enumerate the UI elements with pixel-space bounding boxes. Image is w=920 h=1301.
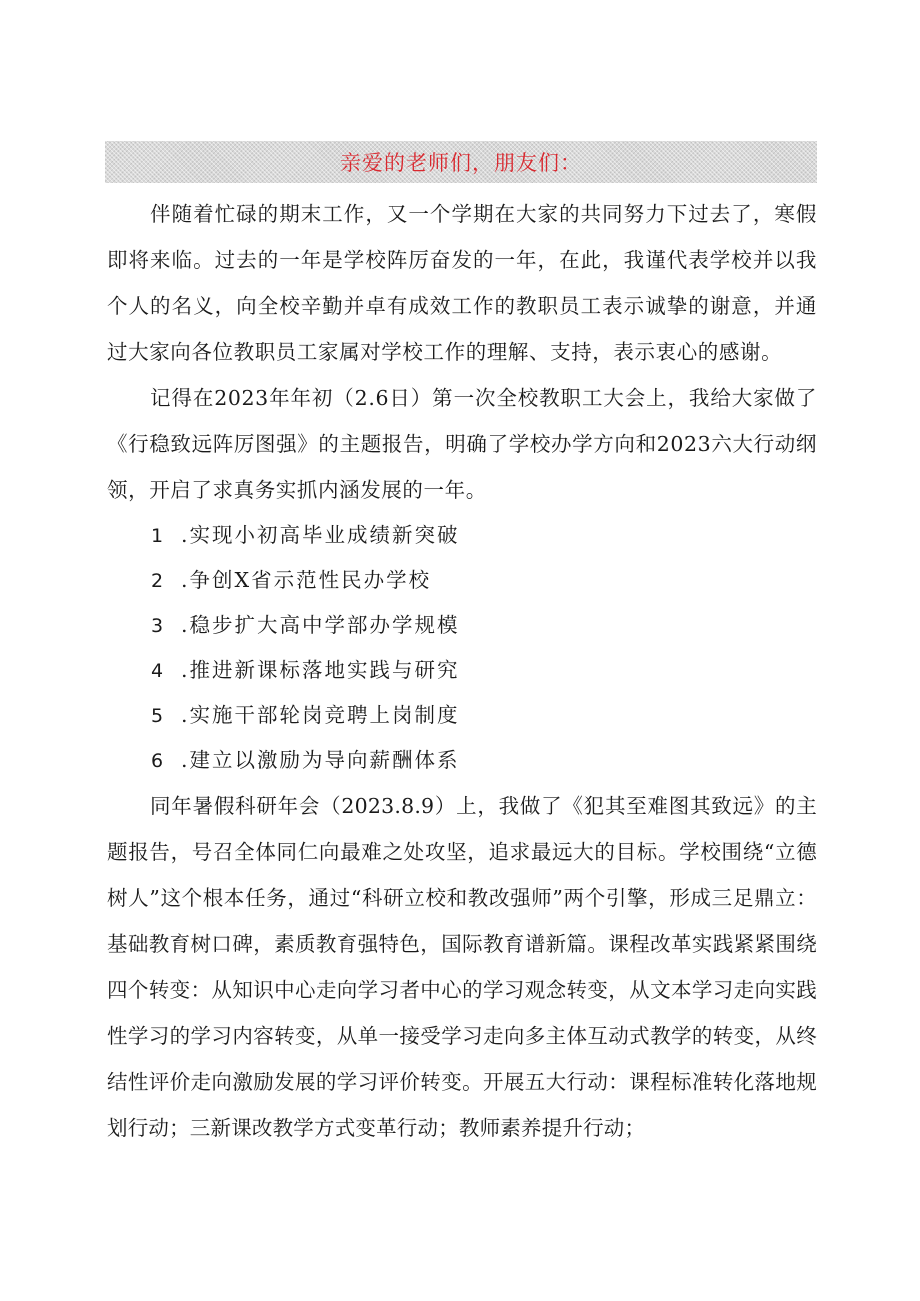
paragraph-summer-report: 同年暑假科研年会（2023.8.9）上，我做了《犯其至难图其致远》的主题报告，号召全体同仁向最难之处攻坚，追求最远大的目标。学校围绕“立德树人”这个根本任务，通过“科研立校和教改强师”两个引擎，形成三足鼎立：基础教育树口碑，素质教育强特色，国际教育谱新篇。课程改革实践紧紧围绕四个转变：从知识中心走向学习者中心的学习观念转变，从文本学习走向实践性学习的学习内容转变，从单一接受学习走向多主体互动式教学的转变，从终结性评价走向激励发展的学习评价转变。开展五大行动：课程标准转化落地规划行动；三新课改教学方式变革行动；教师素养提升行动； (107, 794, 817, 1140)
action-list (107, 513, 817, 783)
list-item-number: 3 (151, 615, 166, 637)
list-item (107, 693, 817, 738)
paragraph-action-plan: 记得在2023年年初（2.6日）第一次全校教职工大会上，我给大家做了《行稳致远阵厉图强》的主题报告，明确了学校办学方向和2023六大行动纲领，开启了求真务实抓内涵发展的一年。 (107, 386, 817, 502)
list-item (107, 603, 817, 648)
list-item-text: .建立以激励为导向薪酬体系 (181, 748, 460, 772)
list-item-text: .推进新课标落地实践与研究 (181, 658, 460, 682)
list-item-number: 5 (151, 705, 166, 727)
list-item (107, 648, 817, 693)
list-item-text: .稳步扩大高中学部办学规模 (181, 613, 460, 637)
list-item-number: 2 (151, 570, 166, 592)
list-item (107, 513, 817, 558)
salutation-text: 亲爱的老师们，朋友们： (340, 151, 582, 175)
list-item-text: .实施干部轮岗竞聘上岗制度 (181, 703, 460, 727)
list-item-number: 1 (151, 525, 166, 547)
list-item-number: 6 (151, 750, 166, 772)
salutation-banner (105, 141, 817, 183)
list-item-number: 4 (151, 660, 166, 682)
document-body (107, 191, 817, 1151)
paragraph-intro: 伴随着忙碌的期末工作，又一个学期在大家的共同努力下过去了，寒假即将来临。过去的一年是学校阵厉奋发的一年，在此，我谨代表学校并以我个人的名义，向全校辛勤并卓有成效工作的教职员工表示诚挚的谢意，并通过大家向各位教职员工家属对学校工作的理解、支持，表示衷心的感谢。 (107, 202, 817, 364)
list-item-text: .实现小初高毕业成绩新突破 (181, 523, 460, 547)
list-item (107, 738, 817, 783)
list-item (107, 558, 817, 603)
list-item-text: .争创X省示范性民办学校 (181, 568, 432, 592)
